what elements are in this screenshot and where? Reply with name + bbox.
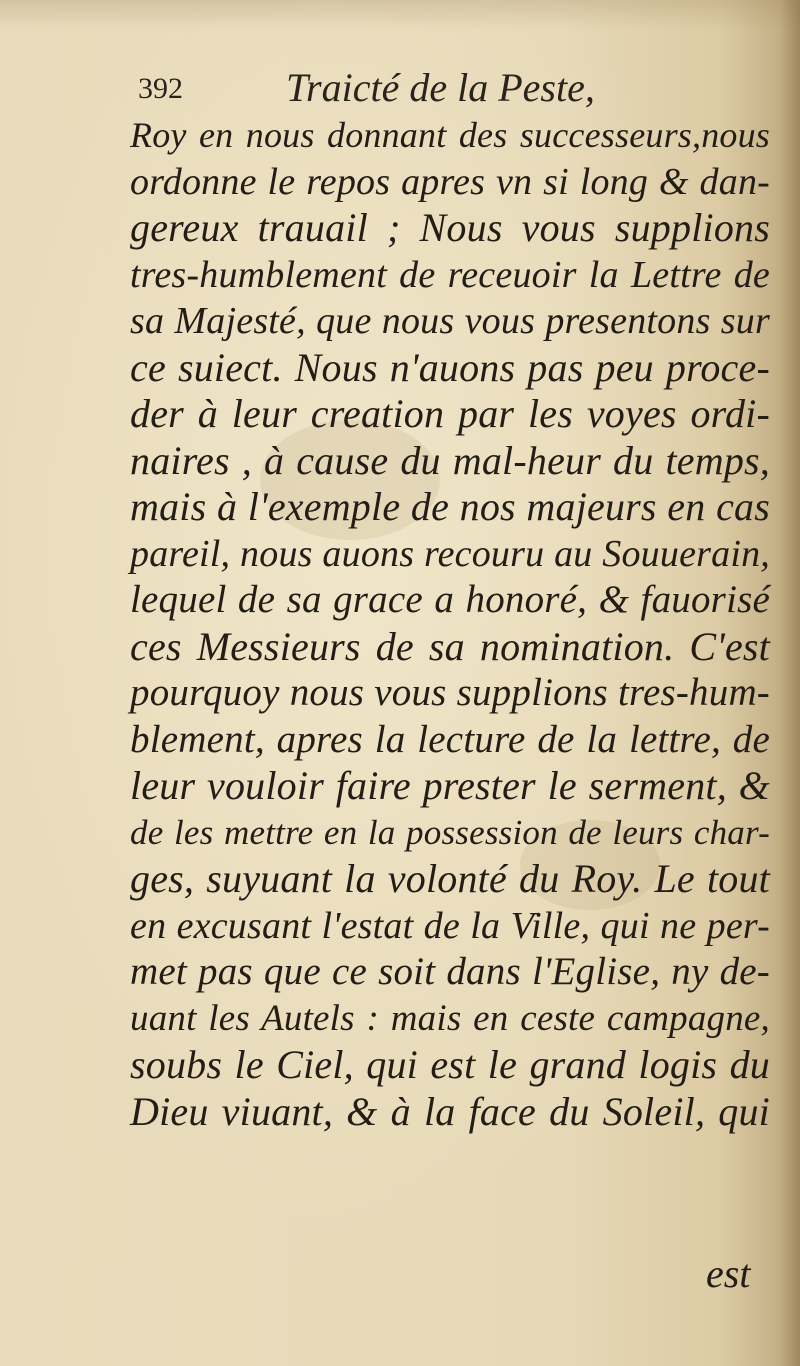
text-line: mais à l'exemple de nos majeurs en cas <box>130 484 770 529</box>
text-line: Roy en nous donnant des successeurs,nous <box>130 115 770 155</box>
text-line: tres-humblement de receuoir la Lettre de <box>130 253 770 296</box>
page-number: 392 <box>138 72 183 105</box>
text-line: pareil, nous auons recouru au Souuerain, <box>130 532 770 575</box>
page-edge-shadow <box>780 0 800 1366</box>
text-line: uant les Autels : mais en ceste campagne, <box>130 997 770 1039</box>
text-line: der à leur creation par les voyes ordi- <box>130 391 770 436</box>
catchword: est <box>706 1251 751 1296</box>
body-text <box>130 112 770 1135</box>
text-line: naires , à cause du mal-heur du temps, <box>130 437 770 483</box>
text-line: ce suiect. Nous n'auons pas peu proce- <box>130 344 770 390</box>
text-line: pourquoy nous vous supplions tres-hum- <box>130 671 770 714</box>
running-head <box>138 64 658 114</box>
text-line: gereux trauail ; Nous vous supplions <box>130 205 770 250</box>
text-line: leur vouloir faire prester le serment, & <box>130 763 770 808</box>
text-line: soubs le Ciel, qui est le grand logis du <box>130 1042 770 1087</box>
text-line: ordonne le repos apres vn si long & dan- <box>130 160 770 203</box>
text-line: ces Messieurs de sa nomination. C'est <box>130 623 770 669</box>
text-line: ges, suyuant la volonté du Roy. Le tout <box>130 856 770 901</box>
text-line: en excusant l'estat de la Ville, qui ne per- <box>130 904 770 947</box>
text-line: de les mettre en la possession de leurs char- <box>130 812 770 852</box>
text-line: Dieu viuant, & à la face du Soleil, qui <box>130 1088 770 1134</box>
page-top-shadow <box>0 0 800 30</box>
text-line: sa Majesté, que nous vous presentons sur <box>130 300 770 342</box>
text-line: blement, apres la lecture de la lettre, de <box>130 717 770 761</box>
text-line: met pas que ce soit dans l'Eglise, ny de- <box>130 950 770 993</box>
text-line: lequel de sa grace a honoré, & fauorisé <box>130 578 770 621</box>
running-title: Traicté de la Peste, <box>286 65 595 110</box>
